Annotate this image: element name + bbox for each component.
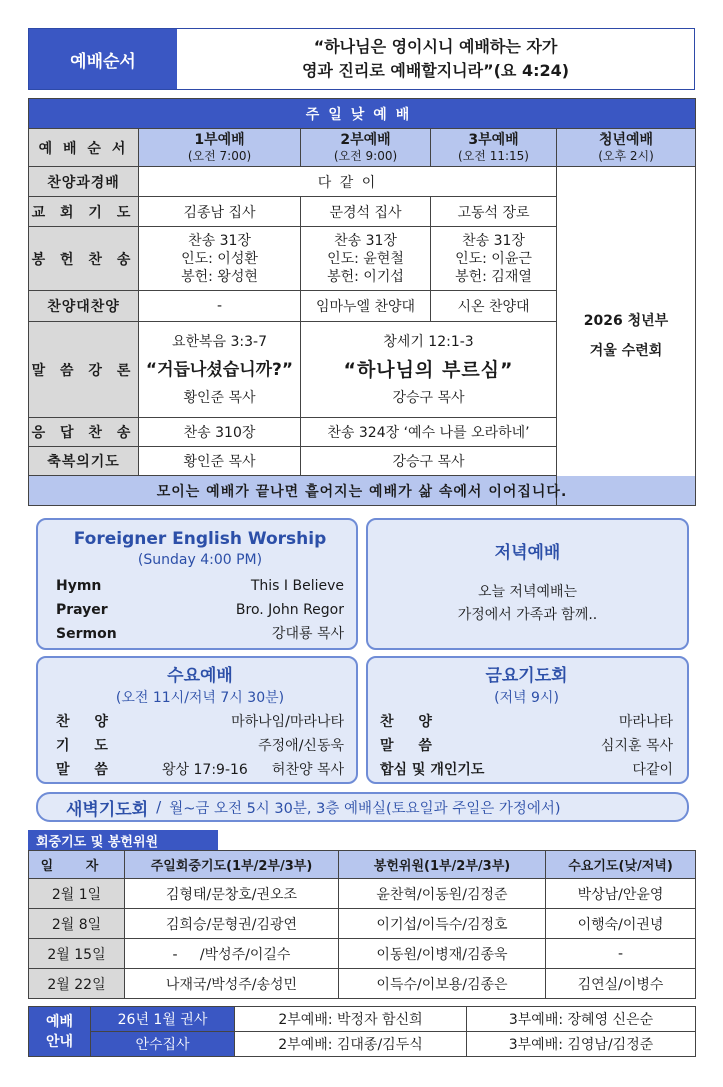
- friday-praise-value: 마라나타: [618, 714, 673, 730]
- english-prayer-value: Bro. John Regor: [235, 602, 344, 618]
- wednesday-praise-value: 마하나임/마라나타: [231, 714, 344, 730]
- wednesday-word-row: [56, 758, 344, 782]
- benediction-service-2-3: 강승구 목사: [301, 447, 557, 476]
- guide-role: 안수집사: [91, 1032, 235, 1057]
- english-prayer-row: [56, 598, 344, 622]
- committee-header-wednesday: 수요기도(낮/저녁): [546, 851, 696, 879]
- offering-3-offer: 봉헌: 김재열: [455, 268, 532, 285]
- col-service-2-name: 2부예배: [340, 131, 391, 148]
- guide-label-line-1: 예배: [45, 1013, 74, 1030]
- sermon-service-2-3: [301, 322, 557, 418]
- english-prayer-label: Prayer: [56, 602, 108, 618]
- english-hymn-row: [56, 574, 344, 598]
- youth-retreat-cell: [557, 167, 696, 506]
- col-youth-name: 청년예배: [598, 131, 654, 148]
- offering-2-lead: 인도: 윤현철: [327, 250, 404, 267]
- committee-prayer: - /박성주/이길수: [125, 939, 339, 969]
- response-service-2-3: 찬송 324장 ‘예수 나를 오라하네’: [301, 418, 557, 447]
- col-service-1-time: (오전 7:00): [187, 148, 252, 163]
- dawn-prayer-title: 새벽기도회: [66, 799, 149, 820]
- committee-offering: 윤찬혁/이동원/김정준: [339, 879, 546, 909]
- worship-guide-table: [28, 1006, 696, 1057]
- offering-3-hymn: 찬송 31장: [462, 232, 525, 249]
- evening-worship-title: 저녁예배: [494, 543, 561, 563]
- sermon-23-title: “하나님의 부르심”: [343, 358, 514, 381]
- friday-prayer-label: 합심 및 개인기도: [380, 762, 485, 778]
- wednesday-word-scripture: 왕상 17:9-16: [162, 762, 248, 778]
- youth-line-1: 2026 청년부: [583, 313, 669, 329]
- committee-header-date: 일 자: [29, 851, 125, 879]
- table-row: [29, 1032, 696, 1057]
- committee-offering: 이동원/이병재/김종욱: [339, 939, 546, 969]
- english-worship-time: (Sunday 4:00 PM): [137, 552, 263, 568]
- choir-service-2: 임마누엘 찬양대: [301, 291, 431, 322]
- english-sermon-label: Sermon: [56, 626, 117, 642]
- sermon-23-preacher: 강승구 목사: [392, 389, 465, 406]
- offering-service-2: [301, 227, 431, 291]
- guide-role: 26년 1월 권사: [91, 1007, 235, 1032]
- table-row: [29, 879, 696, 909]
- committee-header-prayer: 주일회중기도(1부/2부/3부): [125, 851, 339, 879]
- wednesday-word-label: 말 씀: [56, 762, 118, 778]
- committee-header-row: [29, 851, 696, 879]
- offering-1-lead: 인도: 이성환: [181, 250, 258, 267]
- guide-label: [29, 1007, 91, 1057]
- benediction-service-1: 황인준 목사: [139, 447, 301, 476]
- header-label: 예배순서: [29, 29, 177, 89]
- col-service-1: [139, 129, 301, 167]
- verse-line-1: “하나님은 영이시니 예배하는 자가: [313, 37, 558, 56]
- header-verse: [177, 29, 694, 89]
- wednesday-prayer-value: 주정애/신동욱: [258, 738, 344, 754]
- sermon-23-scripture: 창세기 12:1-3: [383, 333, 474, 350]
- friday-praise-row: [380, 710, 673, 734]
- sunday-worship-banner: 주일낮예배: [29, 99, 696, 129]
- committee-date: 2월 1일: [29, 879, 125, 909]
- col-youth: [557, 129, 696, 167]
- committee-wednesday: 이행숙/이권녕: [546, 909, 696, 939]
- col-service-1-name: 1부예배: [194, 131, 245, 148]
- guide-label-line-2: 안내: [45, 1033, 74, 1050]
- english-sermon-value: 강대룡 목사: [271, 626, 344, 642]
- english-worship-title: Foreigner English Worship: [73, 529, 327, 549]
- committee-prayer: 김희승/문형권/김광연: [125, 909, 339, 939]
- english-hymn-value: This I Believe: [250, 578, 344, 594]
- dawn-prayer-separator: /: [156, 798, 162, 816]
- committee-table: [28, 850, 696, 999]
- wednesday-title: 수요예배: [167, 666, 233, 686]
- wednesday-word-value: 허찬양 목사: [271, 762, 344, 778]
- evening-worship-box: [366, 518, 689, 650]
- worship-order-table: [28, 98, 696, 506]
- committee-prayer: 나재국/박성주/송성민: [125, 969, 339, 999]
- offering-1-offer: 봉헌: 왕성현: [181, 268, 258, 285]
- row-label-benediction: 축복의기도: [29, 447, 139, 476]
- offering-1-hymn: 찬송 31장: [188, 232, 251, 249]
- evening-line-2: 가정에서 가족과 함께..: [457, 607, 598, 623]
- header: [28, 28, 695, 90]
- friday-word-label: 말 씀: [380, 738, 442, 754]
- committee-header-offering: 봉헌위원(1부/2부/3부): [339, 851, 546, 879]
- committee-wednesday: -: [546, 939, 696, 969]
- row-label-sermon: 말 씀 강 론: [29, 322, 139, 418]
- sermon-1-scripture: 요한복음 3:3-7: [171, 333, 268, 350]
- col-service-3-time: (오전 11:15): [458, 148, 529, 163]
- choir-service-3: 시온 찬양대: [431, 291, 557, 322]
- row-label-prayer: 교 회 기 도: [29, 197, 139, 227]
- committee-date: 2월 8일: [29, 909, 125, 939]
- col-youth-time: (오후 2시): [598, 148, 654, 163]
- prayer-service-1: 김종남 집사: [139, 197, 301, 227]
- sermon-1-title: “거듭나셨습니까?”: [145, 359, 294, 380]
- committee-offering: 이기섭/이득수/김정호: [339, 909, 546, 939]
- table-row: [29, 939, 696, 969]
- row-label-response: 응 답 찬 송: [29, 418, 139, 447]
- wednesday-praise-row: [56, 710, 344, 734]
- english-sermon-row: [56, 622, 344, 646]
- evening-line-1: 오늘 저녁예배는: [477, 584, 578, 600]
- guide-service-2: 2부예배: 김대종/김두식: [235, 1032, 467, 1057]
- friday-time: (저녁 9시): [494, 690, 559, 706]
- table-row: [29, 909, 696, 939]
- row-label-choir: 찬양대찬양: [29, 291, 139, 322]
- sermon-service-1: [139, 322, 301, 418]
- committee-wednesday: 김연실/이병수: [546, 969, 696, 999]
- dawn-prayer-bar: [36, 792, 689, 822]
- dawn-prayer-details: 월~금 오전 5시 30분, 3층 예배실(토요일과 주일은 가정에서): [169, 800, 561, 817]
- friday-title: 금요기도회: [485, 666, 568, 686]
- row-label-praise: 찬양과경배: [29, 167, 139, 197]
- offering-2-hymn: 찬송 31장: [334, 232, 397, 249]
- offering-2-offer: 봉헌: 이기섭: [327, 268, 404, 285]
- col-service-2-time: (오전 9:00): [333, 148, 398, 163]
- committee-date: 2월 22일: [29, 969, 125, 999]
- table-row: [29, 969, 696, 999]
- table-row: [29, 1007, 696, 1032]
- guide-service-2: 2부예배: 박정자 함신희: [235, 1007, 467, 1032]
- wednesday-prayer-label: 기 도: [56, 738, 118, 754]
- youth-line-2: 겨울 수련회: [589, 343, 663, 359]
- english-worship-box: [36, 518, 358, 650]
- committee-prayer: 김형태/문창호/권오조: [125, 879, 339, 909]
- guide-service-3: 3부예배: 장혜영 신은순: [467, 1007, 696, 1032]
- committee-offering: 이득수/이보용/김종은: [339, 969, 546, 999]
- row-label-offering: 봉 헌 찬 송: [29, 227, 139, 291]
- friday-praise-label: 찬 양: [380, 714, 442, 730]
- friday-word-value: 심지훈 목사: [600, 738, 673, 754]
- verse-line-2: 영과 진리로 예배할지니라”(요 4:24): [301, 61, 570, 80]
- friday-prayer-value: 다같이: [632, 762, 673, 778]
- committee-date: 2월 15일: [29, 939, 125, 969]
- response-service-1: 찬송 310장: [139, 418, 301, 447]
- praise-value: 다 같 이: [139, 167, 557, 197]
- wednesday-worship-box: [36, 656, 358, 784]
- prayer-service-2: 문경석 집사: [301, 197, 431, 227]
- friday-word-row: [380, 734, 673, 758]
- friday-prayer-row: [380, 758, 673, 782]
- english-hymn-label: Hymn: [56, 578, 102, 594]
- closing-message: 모이는 예배가 끝나면 흩어지는 예배가 삶 속에서 이어집니다.: [29, 476, 696, 506]
- wednesday-praise-label: 찬 양: [56, 714, 118, 730]
- committee-tab: 회중기도 및 봉헌위원: [28, 830, 218, 850]
- choir-service-1: -: [139, 291, 301, 322]
- col-service-3: [431, 129, 557, 167]
- prayer-service-3: 고동석 장로: [431, 197, 557, 227]
- offering-3-lead: 인도: 이윤근: [455, 250, 532, 267]
- order-corner-label: 예 배 순 서: [29, 129, 139, 167]
- wednesday-time: (오전 11시/저녁 7시 30분): [115, 690, 285, 706]
- offering-service-3: [431, 227, 557, 291]
- col-service-3-name: 3부예배: [468, 131, 519, 148]
- wednesday-prayer-row: [56, 734, 344, 758]
- guide-service-3: 3부예배: 김영남/김정준: [467, 1032, 696, 1057]
- sermon-1-preacher: 황인준 목사: [183, 389, 256, 406]
- offering-service-1: [139, 227, 301, 291]
- committee-wednesday: 박상남/안윤영: [546, 879, 696, 909]
- friday-prayer-box: [366, 656, 689, 784]
- col-service-2: [301, 129, 431, 167]
